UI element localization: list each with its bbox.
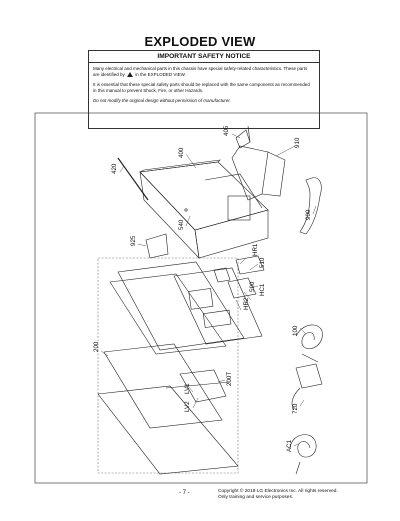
notice-line-3: It is essential that these special safety parts should be replaced with the same components as recommended — [93, 82, 310, 88]
stand-mount-plate — [228, 196, 250, 220]
callout-100: 100 — [292, 325, 299, 336]
panel-sheet-rear — [110, 274, 226, 354]
callout-510: 510 — [259, 257, 266, 268]
copyright-notice — [218, 489, 338, 501]
power-adapter — [296, 364, 322, 388]
panel-assembly-box — [98, 258, 238, 473]
notice-line-2b: in the EXPLODED VIEW. — [135, 72, 186, 78]
notice-line-2a: are identified by — [93, 72, 125, 78]
panel-cable — [166, 382, 230, 388]
stand-neck-side — [262, 152, 285, 196]
stand-base — [300, 178, 321, 234]
callout-910: 910 — [294, 137, 301, 148]
copyright-line-2: Only training and service purposes. — [218, 495, 294, 500]
copyright-line-1: Copyright © 2018 LG Electronics Inc. All rights reserved. — [218, 489, 338, 494]
notice-line-5: Do not modify the original design without permission of manufacturer. — [93, 98, 231, 104]
callout-lv1: LV1 — [184, 383, 191, 394]
callout-hc1: HC1 — [259, 283, 266, 296]
panel-sheet-front — [98, 386, 238, 474]
callout-405: 405 — [223, 125, 230, 136]
panel-sheet-middle — [104, 344, 222, 428]
bracket-925 — [146, 234, 168, 258]
cable-100 — [296, 325, 322, 349]
callout-200t: 200T — [226, 371, 233, 386]
back-cover-edge — [140, 160, 220, 172]
callout-900: 900 — [305, 209, 312, 220]
ac-cord — [290, 435, 316, 457]
callout-hr2: HR2 — [243, 297, 250, 310]
callout-590: 590 — [249, 281, 256, 292]
notice-line-4: in this manual to prevent Shock, Fire, or other Hazards. — [93, 88, 204, 94]
callout-720: 720 — [292, 403, 299, 414]
callout-400: 400 — [178, 147, 185, 158]
callout-labels — [93, 125, 312, 452]
callout-200: 200 — [93, 341, 100, 352]
cover-bottom-strip — [118, 158, 148, 200]
main-board — [189, 288, 213, 309]
cover-screw — [185, 209, 187, 211]
callout-hr1: HR1 — [252, 243, 259, 256]
hinge-bracket — [236, 130, 250, 148]
callout-925: 925 — [130, 235, 137, 246]
page-number: - 7 - — [179, 490, 190, 496]
cable-100-plug — [302, 354, 318, 362]
page-title: EXPLODED VIEW — [144, 34, 256, 49]
stand-neck — [232, 146, 268, 200]
callout-ac1: AC1 — [286, 439, 293, 452]
callout-420: 420 — [111, 163, 118, 174]
callout-540: 540 — [178, 219, 185, 230]
notice-line-1: Many electrical and mechanical parts in this chassis have special safety-related characteristics. These parts — [93, 66, 308, 71]
diagram-frame — [35, 113, 367, 483]
back-cover-front — [140, 172, 199, 258]
back-cover-recess — [205, 174, 262, 208]
callout-lv2: LV2 — [184, 401, 191, 412]
safety-notice-heading: IMPORTANT SAFETY NOTICE — [89, 51, 319, 63]
ac-cord-plug — [296, 462, 300, 474]
